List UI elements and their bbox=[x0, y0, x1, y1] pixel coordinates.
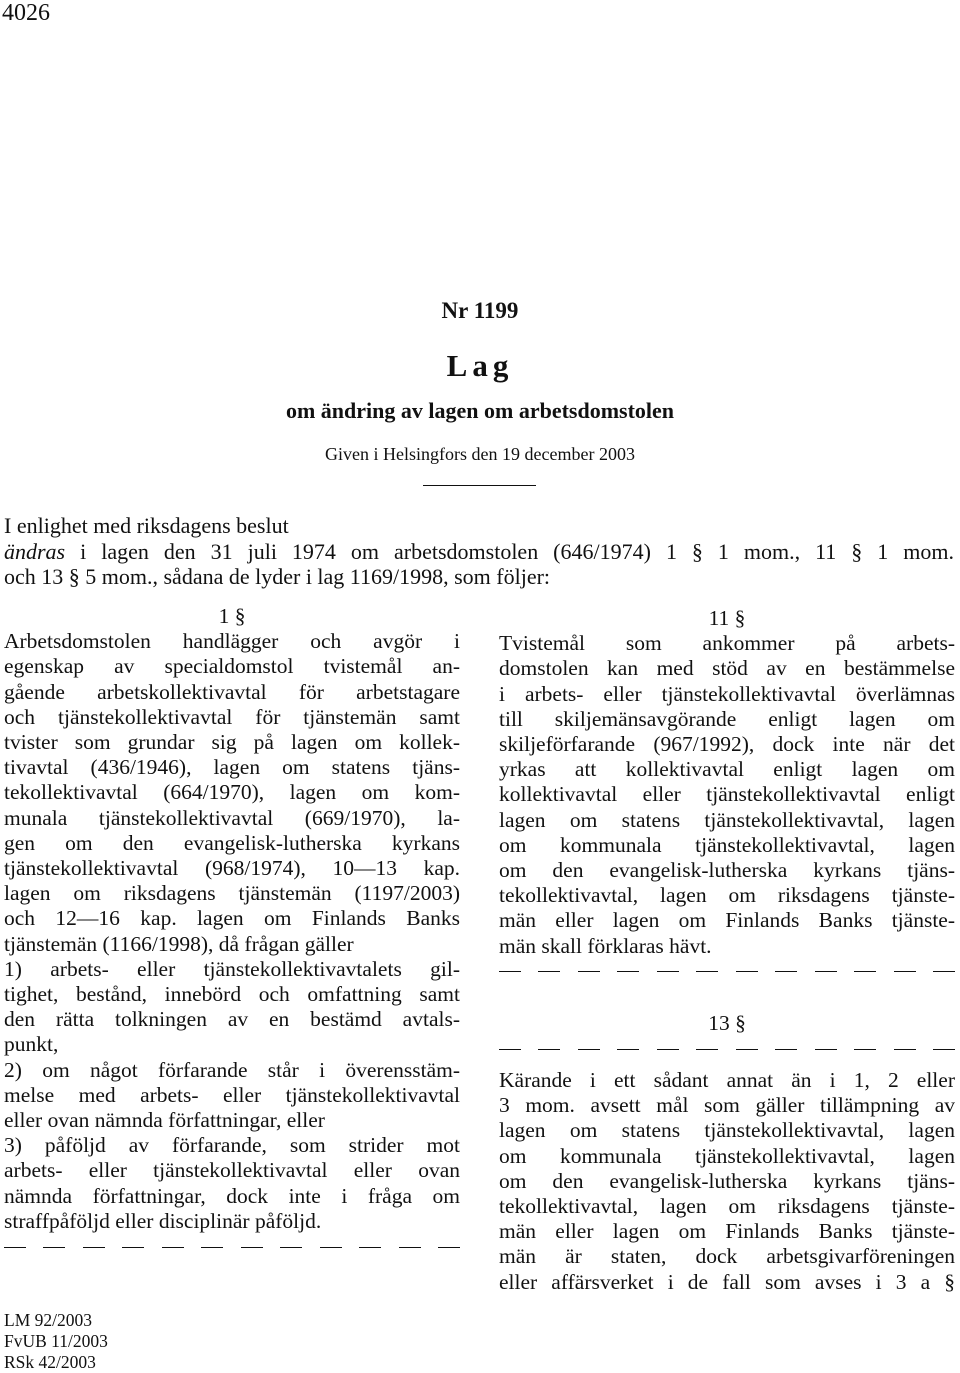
omission-dashes bbox=[4, 1234, 460, 1260]
paragraph-line: tighet, bestånd, innebörd och omfattning samt bbox=[4, 982, 460, 1007]
section-1-paragraph-last-line: tjänstemän (1166/1998), då frågan gäller bbox=[4, 931, 354, 956]
intro-line-2-text: i lagen den 31 juli 1974 om arbetsdomstolen (646/1974) 1 § 1 mom., 11 § 1 mom. bbox=[65, 538, 954, 564]
statute-title: Lag bbox=[446, 348, 514, 383]
footer-rsk: RSk 42/2003 bbox=[4, 1352, 96, 1372]
amendment-keyword: ändras bbox=[4, 538, 66, 564]
section-13-heading: 13 § bbox=[708, 1010, 746, 1035]
paragraph-line: egenskap av specialdomstol tvistemål an- bbox=[4, 654, 460, 679]
list-item-1 bbox=[4, 957, 460, 1033]
omission-dashes bbox=[499, 1036, 955, 1062]
list-item-2-last-line: eller ovan nämnda författningar, eller bbox=[4, 1108, 325, 1133]
paragraph-line: om den evangelisk-lutherska kyrkans tjäns- bbox=[499, 1168, 955, 1193]
paragraph-line: och tjänstekollektivavtal för tjänstemän samt bbox=[4, 704, 460, 729]
list-item-3 bbox=[4, 1133, 460, 1209]
intro-block bbox=[4, 513, 954, 590]
paragraph-line: om kommunala tjänstekollektivavtal, lagen bbox=[499, 832, 955, 857]
right-column bbox=[499, 606, 955, 1295]
paragraph-line: män är staten, dock arbetsgivarföreningen bbox=[499, 1244, 955, 1269]
statute-number: Nr 1199 bbox=[441, 298, 519, 323]
list-item-3-last-line: straffpåföljd eller disciplinär påföljd. bbox=[4, 1208, 322, 1233]
paragraph-line: kollektivavtal eller tjänstekollektivavtal enligt bbox=[499, 782, 955, 807]
paragraph-line: lagen om statens tjänstekollektivavtal, lagen bbox=[499, 807, 955, 832]
paragraph-line: om den evangelisk-lutherska kyrkans tjäns- bbox=[499, 858, 955, 883]
paragraph-line: Kärande i ett sådant annat än i 1, 2 eller bbox=[499, 1068, 955, 1093]
paragraph-line: arbets- eller tjänstekollektivavtal eller ovan bbox=[4, 1158, 460, 1183]
paragraph-line: gen om den evangelisk-lutherska kyrkans bbox=[4, 830, 460, 855]
given-date: Given i Helsingfors den 19 december 2003 bbox=[325, 444, 635, 464]
left-column bbox=[4, 604, 460, 1260]
paragraph-line: eller affärsverket i de fall som avses i 3 a § bbox=[499, 1269, 955, 1294]
list-item-1-last-line: punkt, bbox=[4, 1032, 59, 1057]
page-number: 4026 bbox=[2, 0, 50, 26]
paragraph-line: 2) om något förfarande står i överensstäm- bbox=[4, 1057, 460, 1082]
paragraph-line: lagen om riksdagens tjänstemän (1197/2003) bbox=[4, 881, 460, 906]
paragraph-line: domstolen kan med stöd av en bestämmelse bbox=[499, 656, 955, 681]
paragraph-line: och 12—16 kap. lagen om Finlands Banks bbox=[4, 906, 460, 931]
paragraph-line: skiljeförfarande (967/1992), dock inte när det bbox=[499, 732, 955, 757]
section-11-paragraph bbox=[499, 631, 955, 908]
intro-line-3: och 13 § 5 mom., sådana de lyder i lag 1169/1998, som följer: bbox=[4, 564, 551, 589]
paragraph-line: 3) påföljd av förfarande, som strider mot bbox=[4, 1133, 460, 1158]
paragraph-line: i arbets- eller tjänstekollektivavtal överlämnas bbox=[499, 681, 955, 706]
paragraph-line: till skiljemänsavgörande enligt lagen om bbox=[499, 706, 955, 731]
footer-fvub: FvUB 11/2003 bbox=[4, 1331, 108, 1351]
paragraph-line: Arbetsdomstolen handlägger och avgör i bbox=[4, 629, 460, 654]
statute-subtitle: om ändring av lagen om arbetsdomstolen bbox=[285, 398, 675, 423]
paragraph-line: munala tjänstekollektivavtal (669/1970), la- bbox=[4, 805, 460, 830]
paragraph-line: om kommunala tjänstekollektivavtal, lagen bbox=[499, 1143, 955, 1168]
list-item-2 bbox=[4, 1058, 460, 1108]
paragraph-line: tekollektivavtal, lagen om riksdagens tjänste- bbox=[499, 883, 955, 908]
paragraph-line: gående arbetskollektivavtal för arbetstagare bbox=[4, 679, 460, 704]
paragraph-line: tvister som grundar sig på lagen om kollek- bbox=[4, 730, 460, 755]
paragraph-line: tekollektivavtal, lagen om riksdagens tjänste- bbox=[499, 1194, 955, 1219]
paragraph-line: lagen om statens tjänstekollektivavtal, lagen bbox=[499, 1118, 955, 1143]
footer-lm: LM 92/2003 bbox=[4, 1310, 92, 1330]
paragraph-line: melse med arbets- eller tjänstekollektivavtal bbox=[4, 1082, 460, 1107]
reference-footer bbox=[4, 1310, 108, 1373]
paragraph-line: den rätta tolkningen av en bestämd avtals- bbox=[4, 1007, 460, 1032]
section-11-heading: 11 § bbox=[708, 606, 746, 630]
paragraph-line: män eller lagen om Finlands Banks tjänste- bbox=[499, 1219, 955, 1244]
paragraph-line: 3 mom. avsett mål som gäller tillämpning av bbox=[499, 1093, 955, 1118]
paragraph-line: Tvistemål som ankommer på arbets- bbox=[499, 631, 955, 656]
paragraph-line: 1) arbets- eller tjänstekollektivavtalets gil- bbox=[4, 956, 460, 981]
paragraph-line: tivavtal (436/1946), lagen om statens tjäns- bbox=[4, 755, 460, 780]
section-1-paragraph bbox=[4, 629, 460, 931]
header-divider bbox=[423, 485, 536, 486]
paragraph-line: tekollektivavtal (664/1970), lagen om kom- bbox=[4, 780, 460, 805]
section-11-paragraph-line: män eller lagen om Finlands Banks tjänste- bbox=[499, 908, 955, 933]
intro-line-1: I enlighet med riksdagens beslut bbox=[4, 513, 289, 538]
paragraph-line: tjänstekollektivavtal (968/1974), 10—13 kap. bbox=[4, 856, 460, 881]
section-1-heading: 1 § bbox=[218, 604, 246, 628]
paragraph-line: yrkas att kollektivavtal enligt lagen om bbox=[499, 757, 955, 782]
section-13-paragraph bbox=[499, 1068, 955, 1295]
section-11-paragraph-last-line: män skall förklaras hävt. bbox=[499, 933, 712, 958]
omission-dashes bbox=[499, 959, 955, 985]
intro-line-2 bbox=[4, 539, 954, 565]
paragraph-line: nämnda författningar, dock inte i fråga om bbox=[4, 1183, 460, 1208]
